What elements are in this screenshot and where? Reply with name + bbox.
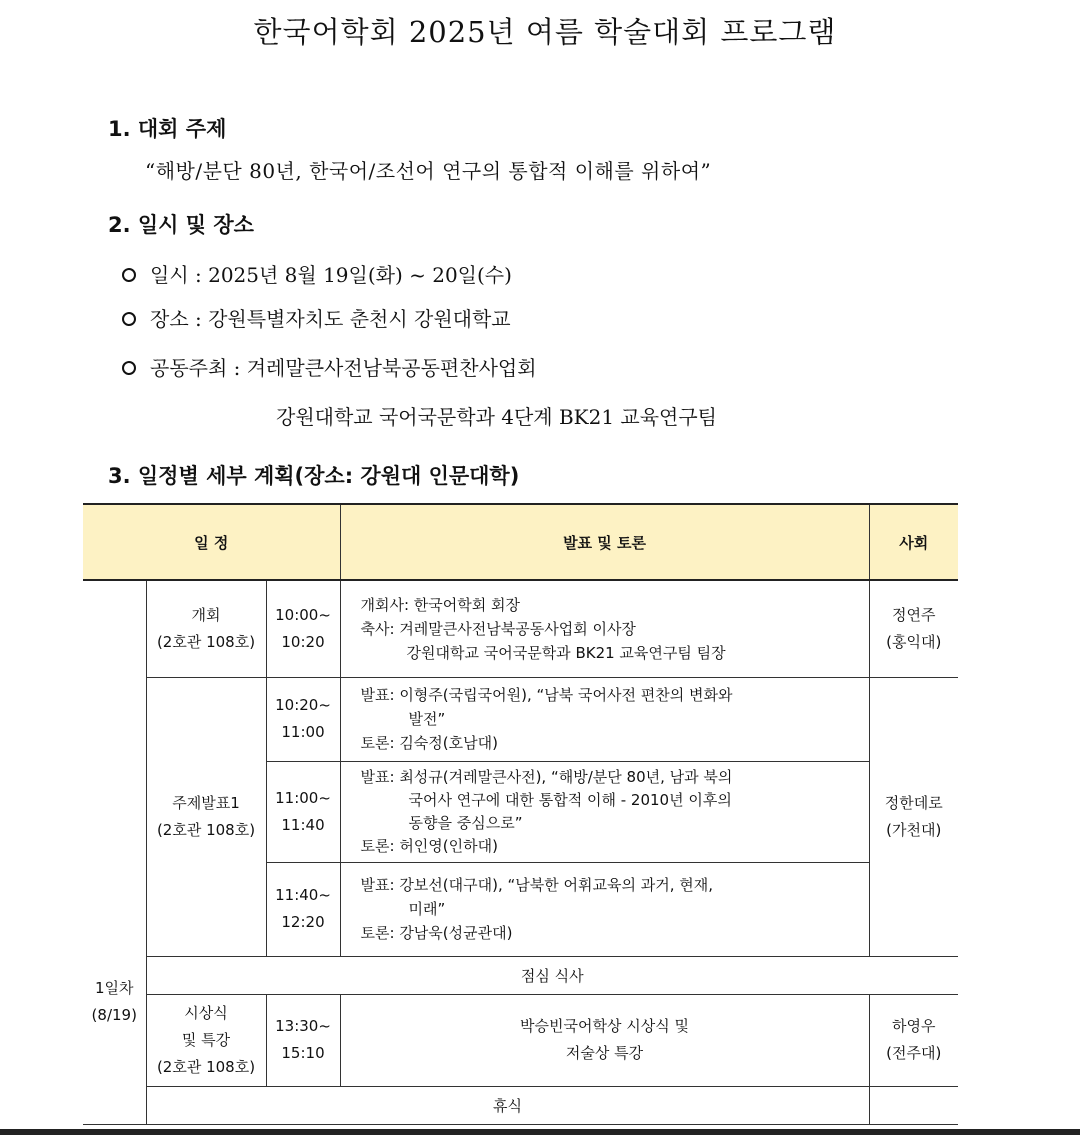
time-talk-2: 11:00~ 11:40 xyxy=(266,761,340,862)
content-talk-2: 발표: 최성규(겨레말큰사전), “해방/분단 80년, 남과 북의 국어사 연구에 대한 통합적 이해 - 2010년 이후의 동향을 중심으로” 토론: 허인영(인하대) xyxy=(340,761,869,862)
time-award: 13:30~ 15:10 xyxy=(266,994,340,1086)
section-heading-schedule: 3. 일정별 세부 계획(장소: 강원대 인문대학) xyxy=(108,464,520,488)
bottom-edge-bar xyxy=(0,1129,1080,1135)
bullet-icon xyxy=(122,312,136,326)
table-header-row xyxy=(83,504,958,580)
header-moderator: 사회 xyxy=(869,504,958,580)
table-row xyxy=(83,956,958,994)
section-heading-theme: 1. 대회 주제 xyxy=(108,117,227,141)
place-line xyxy=(122,303,511,332)
time-talk-1: 10:20~ 11:00 xyxy=(266,677,340,761)
moderator-theme1: 정한데로 (가천대) xyxy=(869,677,958,956)
time-opening: 10:00~ 10:20 xyxy=(266,580,340,677)
header-schedule: 일 정 xyxy=(83,504,340,580)
moderator-award: 하영우 (전주대) xyxy=(869,994,958,1086)
break-moderator-cell xyxy=(869,1086,958,1124)
session-theme1: 주제발표1 (2호관 108호) xyxy=(146,677,266,956)
table-row xyxy=(83,994,958,1086)
host-line-2: 강원대학교 국어국문학과 4단계 BK21 교육연구팀 xyxy=(276,405,718,429)
bullet-icon xyxy=(122,361,136,375)
session-opening: 개회 (2호관 108호) xyxy=(146,580,266,677)
date-text: 일시 : 2025년 8월 19일(화) ~ 20일(수) xyxy=(150,263,512,287)
table-row xyxy=(83,677,958,761)
content-award: 박승빈국어학상 시상식 및 저술상 특강 xyxy=(340,994,869,1086)
content-opening: 개회사: 한국어학회 회장 축사: 겨레말큰사전남북공동사업회 이사장 강원대학교 국어국문학과 BK21 교육연구팀 팀장 xyxy=(340,580,869,677)
conference-theme: “해방/분단 80년, 한국어/조선어 연구의 통합적 이해를 위하여” xyxy=(145,159,712,183)
host-text: 공동주최 : 겨레말큰사전남북공동편찬사업회 xyxy=(150,356,537,380)
section-heading-date-place: 2. 일시 및 장소 xyxy=(108,213,254,237)
lunch-cell: 점심 식사 xyxy=(146,956,958,994)
day-cell: 1일차 (8/19) xyxy=(83,580,146,1124)
table-row xyxy=(83,580,958,677)
time-talk-3: 11:40~ 12:20 xyxy=(266,862,340,956)
bullet-icon xyxy=(122,268,136,282)
table-row xyxy=(83,1086,958,1124)
content-talk-1: 발표: 이형주(국립국어원), “남북 국어사전 편찬의 변화와 발전” 토론: 김숙정(호남대) xyxy=(340,677,869,761)
date-line xyxy=(122,259,512,288)
page-title: 한국어학회 2025년 여름 학술대회 프로그램 xyxy=(253,15,837,49)
header-presentation: 발표 및 토론 xyxy=(340,504,869,580)
place-text: 장소 : 강원특별자치도 춘천시 강원대학교 xyxy=(150,307,511,331)
break-cell: 휴식 xyxy=(146,1086,869,1124)
content-talk-3: 발표: 강보선(대구대), “남북한 어휘교육의 과거, 현재, 미래” 토론: 강남욱(성균관대) xyxy=(340,862,869,956)
host-line xyxy=(122,352,537,381)
moderator-opening: 정연주 (홍익대) xyxy=(869,580,958,677)
schedule-table xyxy=(83,503,958,1125)
session-award: 시상식 및 특강 (2호관 108호) xyxy=(146,994,266,1086)
